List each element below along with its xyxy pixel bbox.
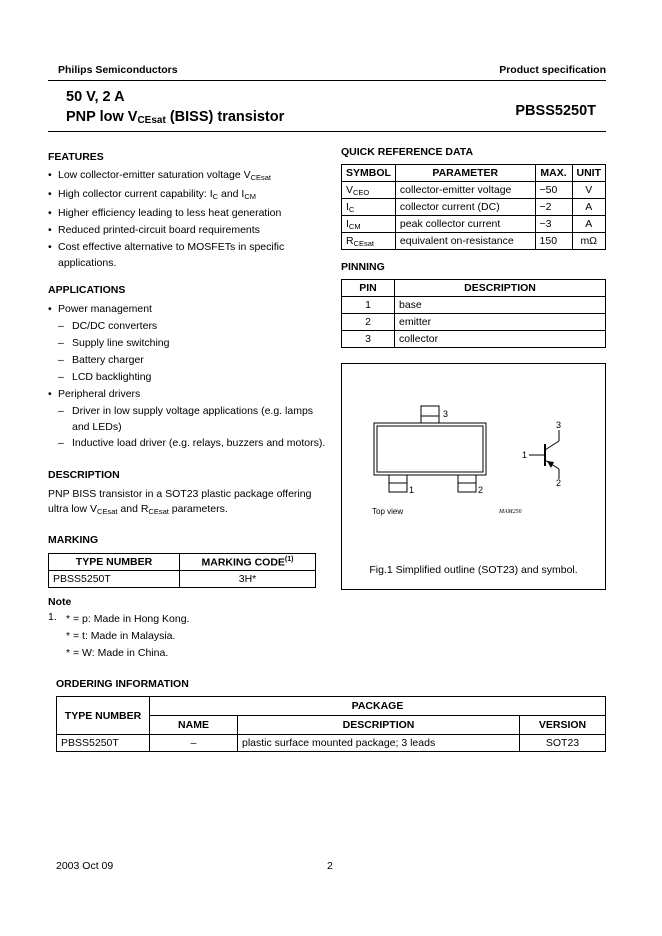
list-item: • Higher efficiency leading to less heat generation	[48, 205, 333, 222]
part-number: PBSS5250T	[515, 103, 596, 119]
description-heading: DESCRIPTION	[48, 469, 120, 481]
list-item: – LCD backlighting	[48, 369, 333, 386]
footer-date: 2003 Oct 09	[56, 860, 114, 872]
figure-outline-symbol	[341, 363, 606, 590]
quick-ref-table	[341, 164, 606, 250]
list-item: • Reduced printed-circuit board requirements	[48, 222, 333, 239]
title-device: PNP low $V_{CEsat}$ (BISS) transistor	[66, 109, 285, 126]
figure-caption: Fig.1 Simplified outline (SOT23) and symbol.	[369, 564, 578, 576]
table-row: PBSS5250T 3H*	[49, 571, 316, 588]
ordering-table	[56, 696, 606, 752]
table-header-row: SYMBOL PARAMETER MAX. UNIT	[342, 165, 606, 182]
note-heading: Note	[48, 596, 72, 608]
applications-heading: APPLICATIONS	[48, 284, 126, 296]
list-item: – Inductive load driver (e.g. relays, buzzers and motors).	[48, 435, 333, 452]
marking-heading: MARKING	[48, 534, 99, 546]
list-item: • Low collector-emitter saturation voltage $V_{CEsat}$	[48, 167, 333, 186]
list-item: • Peripheral drivers	[48, 386, 333, 403]
symbol-emitter-arrow	[547, 461, 554, 468]
title-rule	[48, 131, 606, 132]
table-row: 3 collector	[342, 331, 606, 348]
drawing-code: MAM256	[499, 509, 522, 515]
symbol-collector-label: 3	[556, 420, 562, 430]
table-header-row	[49, 554, 316, 571]
top-view-label: Top view	[372, 507, 404, 516]
table-row: PBSS5250T – plastic surface mounted package; 3 leads SOT23	[57, 735, 606, 752]
features-heading: FEATURES	[48, 151, 104, 163]
pin-3-lead	[421, 406, 439, 423]
table-row: $I_C$ collector current (DC) −2 A	[342, 199, 606, 216]
list-item: • High collector current capability: $I_C$ and $I_{CM}$	[48, 186, 333, 205]
col-type-number: TYPE NUMBER	[49, 554, 180, 571]
table-row: $I_{CM}$ peak collector current −3 A	[342, 216, 606, 233]
quick-ref-heading: QUICK REFERENCE DATA	[341, 146, 474, 158]
description-text: PNP BISS transistor in a SOT23 plastic package offering ultra low $V_{CEsat}$ and $R_{CEsat}$ parameters.	[48, 488, 312, 516]
package-body-inner	[377, 426, 483, 472]
note-number: 1.	[48, 611, 57, 623]
ordering-heading: ORDERING INFORMATION	[56, 678, 189, 690]
table-row: $V_{CEO}$ collector-emitter voltage −50 V	[342, 182, 606, 199]
list-item: – Supply line switching	[48, 335, 333, 352]
title-rating: 50 V, 2 A	[66, 89, 125, 105]
footer-page-number: 2	[327, 860, 333, 872]
marking-table	[48, 553, 316, 588]
table-header-row: PIN DESCRIPTION	[342, 280, 606, 297]
package-body-outer	[374, 423, 486, 475]
table-row: 2 emitter	[342, 314, 606, 331]
pinning-table	[341, 279, 606, 348]
pin-2-label: 2	[478, 485, 484, 495]
list-item: – Driver in low supply voltage applications (e.g. lamps and LEDs)	[48, 403, 333, 435]
list-item: – DC/DC converters	[48, 318, 333, 335]
note-body: * = p: Made in Hong Kong. * = t: Made in Malaysia. * = W: Made in China.	[66, 613, 190, 659]
table-header-row: NAME DESCRIPTION VERSION	[57, 716, 606, 735]
col-marking-code: MARKING CODE$^{(1)}$	[180, 554, 316, 571]
table-header-row: TYPE NUMBER PACKAGE	[57, 697, 606, 716]
applications-list	[48, 301, 333, 452]
header-rule	[48, 80, 606, 81]
symbol-collector-diag	[545, 441, 559, 450]
pinning-heading: PINNING	[341, 261, 385, 273]
table-row: 1 base	[342, 297, 606, 314]
table-row: $R_{CEsat}$ equivalent on-resistance 150 mΩ	[342, 233, 606, 250]
list-item: – Battery charger	[48, 352, 333, 369]
list-item: • Cost effective alternative to MOSFETs in specific applications.	[48, 239, 333, 271]
features-list	[48, 167, 333, 271]
sot23-drawing	[342, 364, 605, 589]
pin-3-label: 3	[443, 409, 449, 419]
symbol-emitter-label: 2	[556, 478, 562, 488]
header-company: Philips Semiconductors	[58, 64, 178, 76]
symbol-base-label: 1	[522, 450, 528, 460]
pin-1-label: 1	[409, 485, 415, 495]
list-item: • Power management	[48, 301, 333, 318]
header-doc-type: Product specification	[499, 64, 606, 76]
